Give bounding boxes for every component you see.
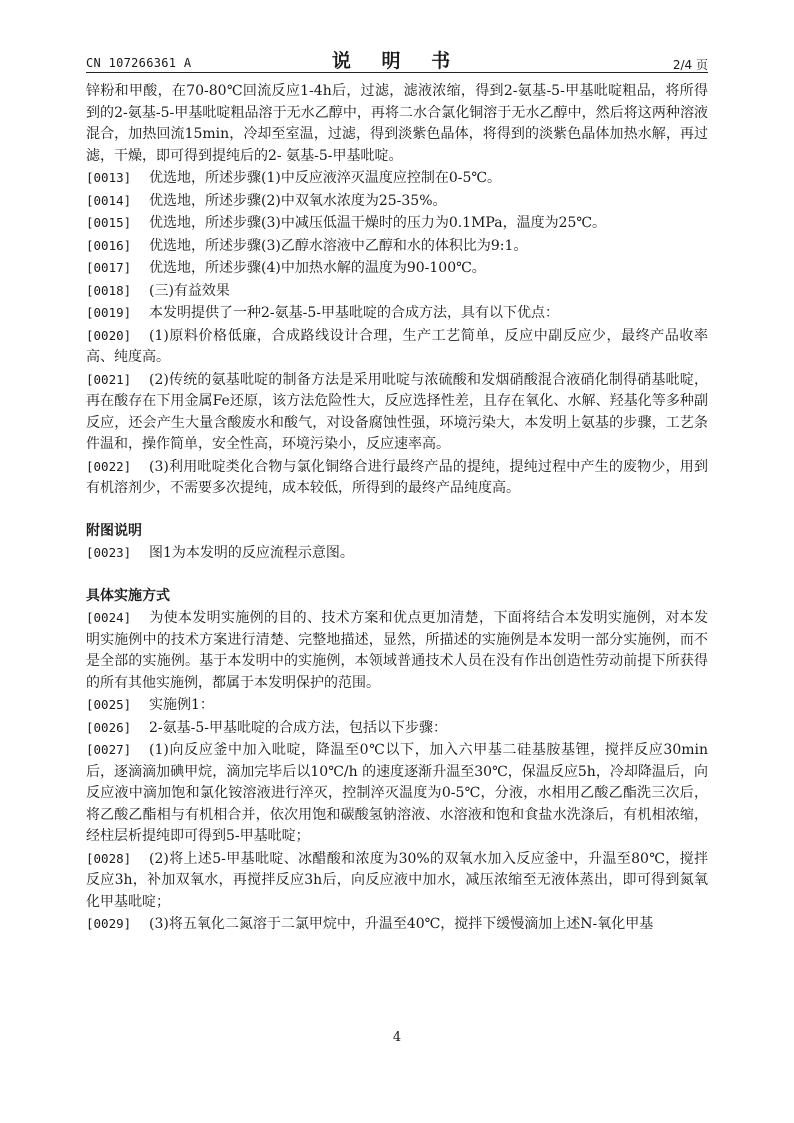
numbered-paragraph [86, 456, 708, 500]
patent-number: CN 107266361 A [86, 56, 192, 70]
numbered-paragraph [86, 848, 708, 914]
numbered-paragraph [86, 212, 708, 235]
paragraph-text: 优选地，所述步骤(3)中减压低温干燥时的压力为0.1MPa，温度为25℃。 [149, 215, 607, 231]
paragraph-line [86, 694, 708, 717]
paragraph-number: [0016] [86, 237, 132, 253]
intro-paragraph: 锌粉和甲酸，在70-80℃回流反应1-4h后，过滤，滤液浓缩，得到2-氨基-5-甲基吡啶粗品，将所得到的2-氨基-5-甲基吡啶粗品溶于无水乙醇中，再将二水合氯化铜溶于无水乙醇中，然后将这两种溶液混合，加热回流15min，冷却至室温，过滤，得到淡紫色晶体，将得到的淡紫色晶体加热水解，再过滤，干燥，即可得到提纯后的2- 氨基-5-甲基吡啶。 [86, 83, 708, 164]
paragraph-line [86, 212, 708, 235]
paragraph-line [86, 717, 708, 740]
numbered-paragraph [86, 325, 708, 369]
numbered-paragraph [86, 913, 708, 936]
paragraph-number: [0018] [86, 282, 132, 298]
document-title: 说 明 书 [331, 50, 463, 72]
numbered-paragraph [86, 717, 708, 740]
paragraph-number: [0019] [86, 305, 132, 320]
paragraph-text: (三)有益效果 [149, 282, 230, 299]
paragraph-line [86, 235, 708, 258]
paragraph-text: (1)向反应釜中加入吡啶，降温至0℃以下，加入六甲基二硅基胺基锂，搅拌反应30min后，逐滴滴加碘甲烷，滴加完毕后以10℃/h 的速度逐渐升温至30℃，保温反应5h，冷却降温后，向反应液中滴加饱和氯化铵溶液进行淬灭，控制淬灭温度为0-5℃，分液，水相用乙酸乙酯洗三次后，将乙酸乙酯相与有机相合并，依次用饱和碳酸氢钠溶液、水溶液和饱和食盐水洗涤后，有机相浓缩，经柱层析提纯即可得到5-甲基吡啶； [86, 742, 708, 844]
paragraph-text: (1)原料价格低廉，合成路线设计合理，生产工艺简单，反应中副反应少，最终产品收率高、纯度高。 [86, 327, 708, 365]
numbered-paragraph [86, 257, 708, 280]
paragraph-number: [0024] [86, 610, 132, 625]
paragraph-text: 实施例1： [149, 697, 214, 713]
paragraph-line [86, 739, 708, 848]
paragraph-text: (3)将五氧化二氮溶于二氯甲烷中，升温至40℃，搅拌下缓慢滴加上述N-氧化甲基 [149, 916, 654, 932]
paragraph-line [86, 456, 708, 500]
paragraph-text: 优选地，所述步骤(2)中双氧水浓度为25-35%。 [149, 192, 447, 209]
paragraph-text: 优选地，所述步骤(4)中加热水解的温度为90-100℃。 [149, 260, 486, 276]
document-body [86, 81, 708, 936]
paragraph-text: (3)利用吡啶类化合物与氯化铜络合进行最终产品的提纯，提纯过程中产生的废物少，用到有机溶剂少，不需要多次提纯，成本较低，所得到的最终产品纯度高。 [86, 458, 708, 496]
paragraph-line [86, 848, 708, 914]
paragraph-number: [0028] [86, 850, 132, 866]
paragraph-group-options [86, 167, 708, 500]
paragraph-number: [0015] [86, 215, 132, 230]
paragraph-line [86, 325, 708, 369]
paragraph-text: 图1为本发明的反应流程示意图。 [149, 545, 354, 561]
paragraph-line [86, 369, 708, 456]
numbered-paragraph [86, 369, 708, 456]
numbered-paragraph [86, 694, 708, 717]
paragraph-group-embodiment [86, 607, 708, 936]
paragraph-number: [0020] [86, 327, 132, 343]
page-header [86, 44, 708, 73]
paragraph-text: 优选地，所述步骤(3)乙醇水溶液中乙醇和水的体积比为9:1。 [149, 237, 528, 254]
numbered-paragraph [86, 235, 708, 258]
numbered-paragraph [86, 190, 708, 213]
numbered-paragraph [86, 542, 708, 565]
paragraph-line [86, 302, 708, 325]
paragraph-number: [0026] [86, 719, 132, 735]
paragraph-number: [0013] [86, 170, 132, 185]
paragraph-line [86, 542, 708, 565]
paragraph-text: (2)将上述5-甲基吡啶、冰醋酸和浓度为30%的双氧水加入反应釜中，升温至80℃，搅拌反应3h，补加双氧水，再搅拌反应3h后，向反应液中加水，减压浓缩至无液体蒸出，即可得到氮氧化甲基吡啶； [86, 850, 708, 910]
paragraph-text: 2-氨基-5-甲基吡啶的合成方法，包括以下步骤： [149, 719, 448, 736]
paragraph-line [86, 280, 708, 303]
paragraph-line [86, 257, 708, 280]
numbered-paragraph [86, 167, 708, 190]
paragraph-number: [0023] [86, 545, 132, 560]
paragraph-text: 优选地，所述步骤(1)中反应液淬灭温度应控制在0-5℃。 [149, 170, 502, 186]
paragraph-number: [0029] [86, 916, 132, 931]
paragraph-number: [0014] [86, 192, 132, 208]
paragraph-number: [0022] [86, 458, 132, 474]
numbered-paragraph [86, 607, 708, 694]
page-info: 2/4 页 [672, 58, 708, 72]
paragraph-number: [0021] [86, 371, 132, 387]
paragraph-number: [0025] [86, 697, 132, 712]
paragraph-line [86, 607, 708, 694]
numbered-paragraph [86, 739, 708, 848]
paragraph-line [86, 167, 708, 190]
paragraph-number: [0017] [86, 260, 132, 275]
paragraph-text: (2)传统的氨基吡啶的制备方法是采用吡啶与浓硫酸和发烟硝酸混合液硝化制得硝基吡啶，再在酸存在下用金属Fe还原，该方法危险性大，反应选择性差，且存在氧化、水解、羟基化等多种副反应，还会产生大量含酸废水和酸气，对设备腐蚀性强，环境污染大，本发明上氨基的步骤，工艺条件温和，操作简单，安全性高，环境污染小，反应速率高。 [86, 371, 708, 452]
paragraph-line [86, 190, 708, 213]
paragraph-text: 本发明提供了一种2-氨基-5-甲基吡啶的合成方法，具有以下优点： [149, 305, 560, 321]
paragraph-number: [0027] [86, 742, 132, 757]
section-heading-figures: 附图说明 [86, 522, 142, 539]
section-heading-embodiment: 具体实施方式 [86, 587, 170, 604]
page-number: 4 [392, 1030, 402, 1045]
paragraph-group-figures [86, 542, 708, 565]
paragraph-line [86, 913, 708, 936]
paragraph-text: 为使本发明实施例的目的、技术方案和优点更加清楚，下面将结合本发明实施例，对本发明实施例中的技术方案进行清楚、完整地描述，显然，所描述的实施例是本发明一部分实施例，而不是全部的实施例。基于本发明中的实施例，本领域普通技术人员在没有作出创造性劳动前提下所获得的所有其他实施例，都属于本发明保护的范围。 [86, 610, 708, 691]
numbered-paragraph [86, 280, 708, 303]
numbered-paragraph [86, 302, 708, 325]
